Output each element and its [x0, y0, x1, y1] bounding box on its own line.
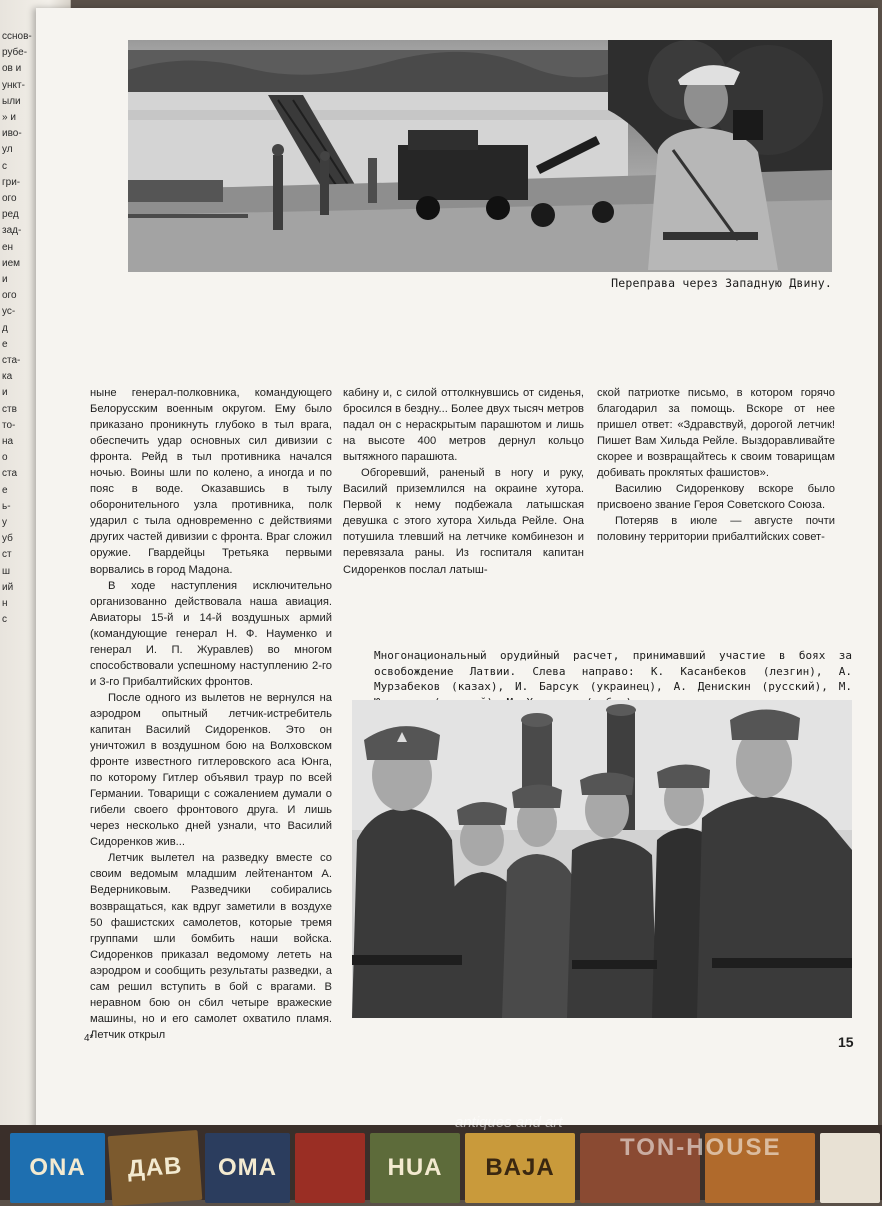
previous-page-text-fragment: ус-	[2, 306, 16, 318]
previous-page-text-fragment: рубе-	[2, 47, 28, 59]
previous-page-text-fragment: д	[2, 322, 8, 334]
previous-page-text-fragment: ств	[2, 403, 17, 415]
previous-page-text-fragment: ункт-	[2, 79, 25, 91]
paragraph: В ходе наступления исключительно организованно действовала наша авиация. Авиаторы 15-й и 14-й воздушных армий (командующие генерал Н. Ф. Науменко и генерал И. П. Журавлев) во многом способствовали успешному наступлению 2-го и 3-го Прибалтийских фронтов.	[90, 579, 332, 688]
text-column-1	[90, 385, 332, 1043]
paragraph: Летчик вылетел на разведку вместе со своим ведомым младшим лейтенантом А. Ведерниковым. Разведчики собирались возвращаться, как вдруг заметили в воздухе 50 фашистских самолетов, которые тремя группами шли бомбить наши войска. Сидоренков приказал ведомому лететь на аэродром и сообщить результаты разведки, а сам решил вступить в бой с врагами. В неравном бою он сбил четыре вражеские машины, но и его самолет охватило пламя. Летчик открыл	[90, 852, 332, 1041]
previous-page-text-fragment: сснов-	[2, 31, 32, 42]
paragraph: Обгоревший, раненый в ногу и руку, Василий приземлился на окраине хутора. Первой к нему подбежала латышская девушка с этого хутора Хильда Рейле. Она потушила тлевший на летчике комбинезон и перевязала раны. Из госпиталя капитан Сидоренков послал латыш-	[343, 467, 584, 576]
paragraph: кабину и, с силой оттолкнувшись от сиденья, бросился в бездну... Более двух тысяч метров падал он с нераскрытым парашютом и лишь на высоте 400 метров дернул кольцо вытяжного парашюта.	[343, 387, 584, 464]
river-crossing-illustration	[128, 40, 832, 272]
previous-page-text-fragment: ул	[2, 144, 13, 156]
previous-page-text-fragment: ого	[2, 193, 17, 204]
paragraph: Василию Сидоренкову вскоре было присвоено звание Героя Советского Союза.	[597, 483, 835, 512]
magazine-cover	[295, 1133, 365, 1203]
previous-page-text-fragment: ыли	[2, 95, 21, 107]
previous-page-text-fragment: зад-	[2, 225, 22, 237]
gun-crew-photo	[352, 700, 852, 1018]
magazine-cover	[820, 1133, 880, 1203]
text-column-2	[343, 385, 584, 578]
previous-page-text-fragment: то-	[2, 419, 16, 431]
previous-page-text-fragment: иво-	[2, 128, 22, 140]
magazine-cover: ОМА	[205, 1133, 290, 1203]
paragraph: ской патриотке письмо, в котором горячо благодарил за помощь. Вскоре от нее пришел ответ: «Здравствуй, дорогой летчик! Пишет Вам Хильда Рейле. Выздоравливайте скорее и возвращайтесь к своим товарищам добивать проклятых фашистов».	[597, 387, 835, 480]
paragraph: ныне генерал-полковника, командующего Белорусским военным округом. Ему было приказано проникнуть глубоко в тыл врага, обеспечить удар основных сил дивизии с фронта. Рейд в тыл противника начался ночью. Воины шли по колено, а иногда и по пояс в воде. Оказавшись в тылу оборонительного узла противника, полк ударил с тыла одновременно с действиями других частей дивизии с фронта. Враг сложил оружие. Гвардейцы Третьяка первыми ворвались в город Мадона.	[90, 387, 332, 576]
previous-page-text-fragment: ста-	[2, 355, 21, 366]
top-photo-caption: Переправа через Западную Двину.	[611, 276, 832, 290]
previous-page-text-fragment: и	[2, 274, 8, 285]
previous-page-text-fragment: о	[2, 452, 8, 464]
previous-page-text-fragment: ш	[2, 565, 11, 577]
river-crossing-photo	[128, 40, 832, 272]
gun-crew-illustration	[352, 700, 852, 1018]
magazine-stack	[0, 1125, 882, 1200]
previous-page-text-fragment: с	[2, 160, 7, 172]
previous-page-text-fragment: у	[2, 517, 7, 528]
previous-page-text-fragment: ен	[2, 241, 14, 253]
watermark-logo-text: TON-HOUSE	[620, 1134, 782, 1161]
previous-page-text-fragment: ий	[2, 581, 14, 593]
paragraph: После одного из вылетов не вернулся на аэродром опытный летчик-истребитель капитан Василий Сидоренков. Это он уничтожил в воздушном бою на Волховском фронте известного гитлеровского аса Юнга, по которому Гитлер объявил траур по всей Германии. Товарищи с сожалением думали о гибели своего фронтового друга. И лишь через несколько дней узнали, что Василий Сидоренков жив...	[90, 691, 332, 849]
previous-page-text-fragment: ка	[2, 371, 13, 383]
magazine-cover	[705, 1133, 815, 1203]
previous-page-text-fragment: » и	[2, 112, 16, 123]
magazine-cover: BAJA	[465, 1133, 575, 1203]
previous-page-text-fragment: ь-	[2, 500, 11, 512]
previous-page-text-fragment: и	[2, 387, 8, 399]
previous-page-text-fragment: ого	[2, 290, 17, 302]
signature-mark: 4*	[84, 1033, 94, 1044]
magazine-cover	[580, 1133, 700, 1203]
page-number: 15	[838, 1034, 854, 1050]
magazine-cover: ДАВ	[108, 1130, 203, 1206]
previous-page-text-fragment: уб	[2, 533, 13, 545]
previous-page-text-fragment: ст	[2, 549, 12, 561]
previous-page-text-fragment: н	[2, 598, 8, 609]
previous-page-text-fragment: с	[2, 614, 7, 626]
previous-page-text-fragment: ста	[2, 468, 18, 480]
previous-page-text-fragment: ов и	[2, 63, 22, 75]
bottom-photo-caption: Многонациональный орудийный расчет, принимавший участие в боях за освобождение Латвии. Слева направо: К. Касанбеков (лезгин), А. Мурзабеков (казах), И. Барсук (украинец), А. Денискин (русский), М.	[374, 649, 852, 694]
previous-page-text-fragment: ред	[2, 209, 19, 221]
magazine-cover: ONA	[10, 1133, 105, 1203]
previous-page-text-fragment: е	[2, 484, 8, 496]
previous-page-text-fragment: ием	[2, 257, 21, 269]
previous-page-text-fragment: е	[2, 338, 8, 350]
previous-page-text-fragment: гри-	[2, 176, 21, 188]
text-column-3	[597, 385, 835, 545]
previous-page-text-fragment: на	[2, 436, 14, 447]
watermark-text: antiques and art	[455, 1114, 563, 1131]
paragraph: Потеряв в июле — августе почти половину территории прибалтийских совет-	[597, 515, 835, 544]
magazine-cover: HUA	[370, 1133, 460, 1203]
